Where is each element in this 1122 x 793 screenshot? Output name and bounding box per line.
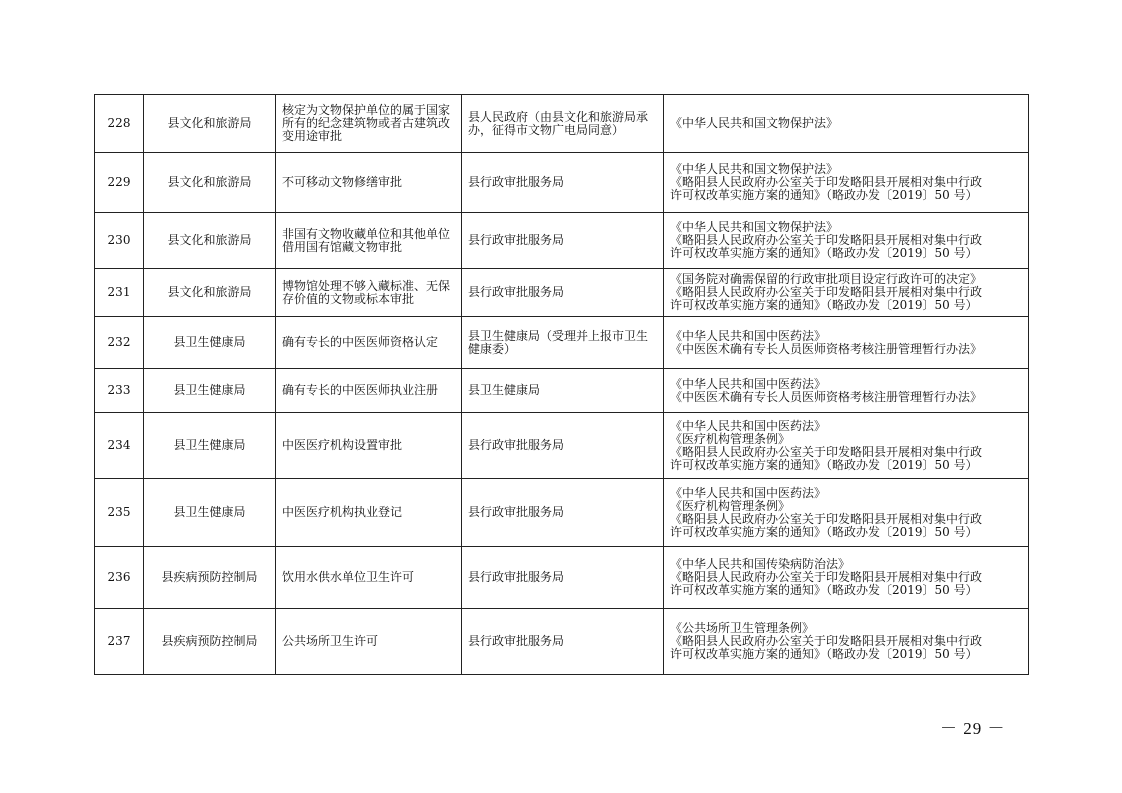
- authority-cell: 县行政审批服务局: [462, 479, 664, 547]
- legal-basis-line: 《公共场所卫生管理条例》: [670, 621, 815, 635]
- legal-basis-line: 《医疗机构管理条例》: [670, 431, 791, 446]
- row-number: 233: [95, 369, 144, 413]
- approval-item-cell: 确有专长的中医医师执业注册: [276, 369, 462, 413]
- legal-basis-line: 《略阳县人民政府办公室关于印发略阳县开展相对集中行政: [670, 285, 983, 299]
- row-number: 236: [95, 547, 144, 609]
- legal-basis-line: 《略阳县人民政府办公室关于印发略阳县开展相对集中行政: [670, 175, 983, 189]
- department-cell: 县卫生健康局: [144, 369, 276, 413]
- approval-items-table: [94, 94, 1029, 675]
- authority-cell: 县行政审批服务局: [462, 269, 664, 317]
- legal-basis-line: 《中华人民共和国中医药法》: [670, 418, 827, 433]
- approval-item-cell: 中医医疗机构设置审批: [276, 413, 462, 479]
- authority-cell: 县人民政府（由县文化和旅游局承办，征得市文物广电局同意）: [462, 95, 664, 153]
- department-cell: 县卫生健康局: [144, 413, 276, 479]
- authority-cell: 县行政审批服务局: [462, 413, 664, 479]
- legal-basis-cell: [664, 317, 1029, 369]
- legal-basis-line: 《中华人民共和国文物保护法》: [670, 162, 839, 176]
- legal-basis-line: 《中医医术确有专长人员医师资格考核注册管理暂行办法》: [670, 341, 983, 356]
- legal-basis-cell: [664, 213, 1029, 269]
- approval-item-cell: 中医医疗机构执业登记: [276, 479, 462, 547]
- legal-basis-cell: [664, 95, 1029, 153]
- row-number: 232: [95, 317, 144, 369]
- row-number: 229: [95, 153, 144, 213]
- department-cell: 县疾病预防控制局: [144, 547, 276, 609]
- legal-basis-line: 《中华人民共和国中医药法》: [670, 485, 827, 500]
- legal-basis-cell: [664, 479, 1029, 547]
- approval-item-cell: 博物馆处理不够入藏标准、无保存价值的文物或标本审批: [276, 269, 462, 317]
- legal-basis-cell: [664, 369, 1029, 413]
- legal-basis-line: 《中医医术确有专长人员医师资格考核注册管理暂行办法》: [670, 389, 983, 404]
- approval-item-cell: 公共场所卫生许可: [276, 609, 462, 675]
- table-row: [95, 95, 1029, 153]
- legal-basis-line: 许可权改革实施方案的通知》（略政办发〔2019〕50 号）: [670, 583, 978, 597]
- authority-cell: 县行政审批服务局: [462, 609, 664, 675]
- table-row: [95, 413, 1029, 479]
- department-cell: 县文化和旅游局: [144, 95, 276, 153]
- legal-basis-line: 《医疗机构管理条例》: [670, 498, 791, 513]
- table-row: [95, 213, 1029, 269]
- department-cell: 县文化和旅游局: [144, 153, 276, 213]
- table-row: [95, 317, 1029, 369]
- legal-basis-line: 《略阳县人民政府办公室关于印发略阳县开展相对集中行政: [670, 444, 983, 459]
- row-number: 237: [95, 609, 144, 675]
- approval-item-cell: 饮用水供水单位卫生许可: [276, 547, 462, 609]
- authority-cell: 县行政审批服务局: [462, 547, 664, 609]
- authority-cell: 县行政审批服务局: [462, 153, 664, 213]
- legal-basis-cell: [664, 609, 1029, 675]
- legal-basis-cell: [664, 269, 1029, 317]
- row-number: 231: [95, 269, 144, 317]
- legal-basis-cell: [664, 413, 1029, 479]
- legal-basis-line: 《略阳县人民政府办公室关于印发略阳县开展相对集中行政: [670, 570, 983, 584]
- row-number: 235: [95, 479, 144, 547]
- approval-item-cell: 不可移动文物修缮审批: [276, 153, 462, 213]
- legal-basis-cell: [664, 547, 1029, 609]
- legal-basis-line: 《略阳县人民政府办公室关于印发略阳县开展相对集中行政: [670, 634, 983, 648]
- legal-basis-line: 《中华人民共和国中医药法》: [670, 328, 827, 343]
- table-row: [95, 269, 1029, 317]
- table-row: [95, 547, 1029, 609]
- legal-basis-line: 《国务院对确需保留的行政审批项目设定行政许可的决定》: [670, 272, 983, 286]
- authority-cell: 县卫生健康局（受理并上报市卫生健康委）: [462, 317, 664, 369]
- legal-basis-line: 许可权改革实施方案的通知》（略政办发〔2019〕50 号）: [670, 647, 978, 661]
- approval-item-cell: 非国有文物收藏单位和其他单位借用国有馆藏文物审批: [276, 213, 462, 269]
- page-number: － 29 －: [940, 719, 1006, 738]
- table-row: [95, 609, 1029, 675]
- approval-item-cell: 核定为文物保护单位的属于国家所有的纪念建筑物或者古建筑改变用途审批: [276, 95, 462, 153]
- department-cell: 县卫生健康局: [144, 479, 276, 547]
- table-body: [95, 95, 1029, 675]
- authority-cell: 县卫生健康局: [462, 369, 664, 413]
- legal-basis-line: 许可权改革实施方案的通知》（略政办发〔2019〕50 号）: [670, 457, 978, 472]
- authority-cell: 县行政审批服务局: [462, 213, 664, 269]
- legal-basis-line: 许可权改革实施方案的通知》（略政办发〔2019〕50 号）: [670, 298, 978, 312]
- legal-basis-line: 《中华人民共和国中医药法》: [670, 376, 827, 391]
- department-cell: 县文化和旅游局: [144, 269, 276, 317]
- table-row: [95, 369, 1029, 413]
- legal-basis-line: 《略阳县人民政府办公室关于印发略阳县开展相对集中行政: [670, 233, 983, 247]
- table-row: [95, 479, 1029, 547]
- row-number: 230: [95, 213, 144, 269]
- department-cell: 县卫生健康局: [144, 317, 276, 369]
- legal-basis-line: 许可权改革实施方案的通知》（略政办发〔2019〕50 号）: [670, 246, 978, 260]
- row-number: 228: [95, 95, 144, 153]
- department-cell: 县疾病预防控制局: [144, 609, 276, 675]
- legal-basis-line: 《中华人民共和国传染病防治法》: [670, 557, 851, 571]
- table-row: [95, 153, 1029, 213]
- legal-basis-line: 《中华人民共和国文物保护法》: [670, 116, 839, 130]
- legal-basis-line: 《略阳县人民政府办公室关于印发略阳县开展相对集中行政: [670, 511, 983, 526]
- legal-basis-line: 《中华人民共和国文物保护法》: [670, 220, 839, 234]
- legal-basis-line: 许可权改革实施方案的通知》（略政办发〔2019〕50 号）: [670, 524, 978, 539]
- legal-basis-line: 许可权改革实施方案的通知》（略政办发〔2019〕50 号）: [670, 188, 978, 202]
- approval-item-cell: 确有专长的中医医师资格认定: [276, 317, 462, 369]
- legal-basis-cell: [664, 153, 1029, 213]
- department-cell: 县文化和旅游局: [144, 213, 276, 269]
- row-number: 234: [95, 413, 144, 479]
